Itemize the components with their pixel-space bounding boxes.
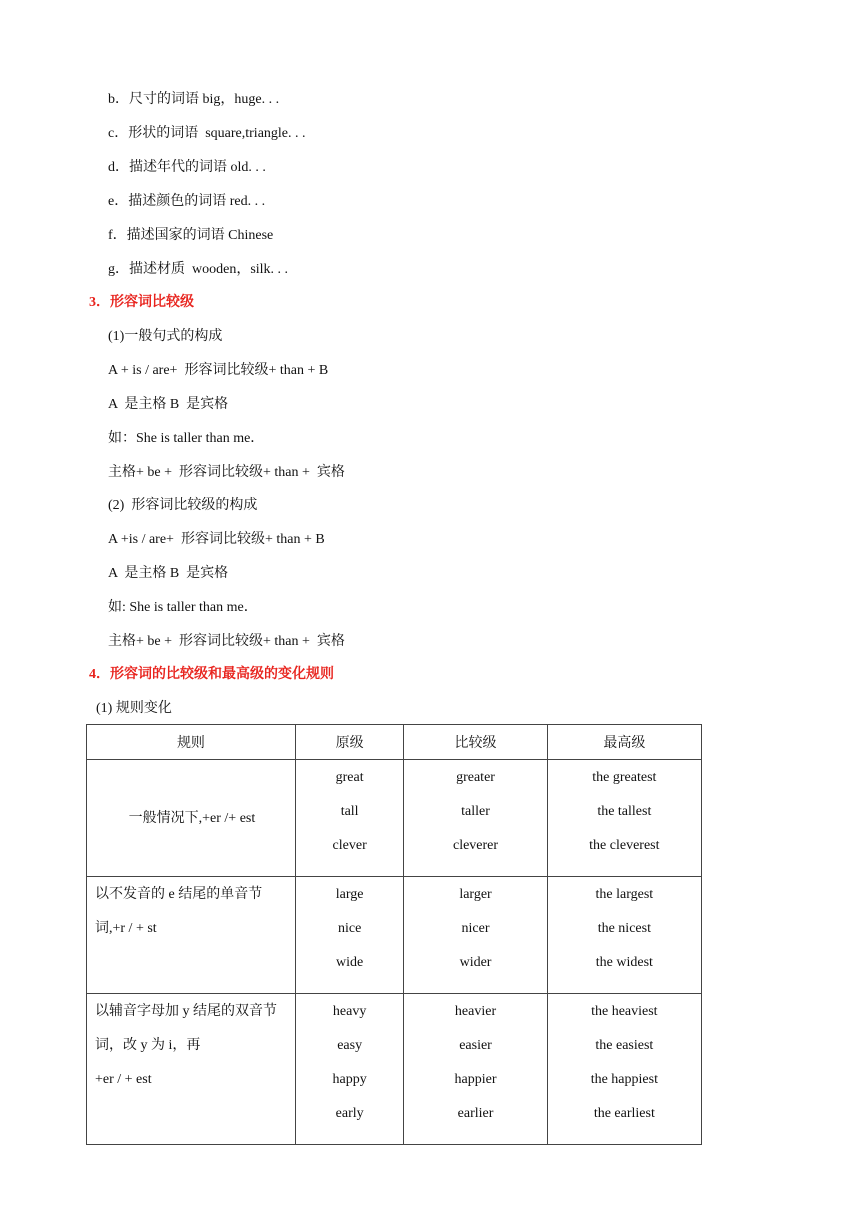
list-item-origin: f．描述国家的词语 Chinese xyxy=(108,228,274,243)
word: easier xyxy=(459,1038,492,1053)
header-rule: 规则 xyxy=(87,725,296,760)
rule-cell xyxy=(87,760,296,877)
word: the earliest xyxy=(593,1106,655,1121)
comparative-cell xyxy=(404,994,547,1145)
word: taller xyxy=(461,804,490,819)
word: the largest xyxy=(595,887,654,902)
list-item-material: g．描述材质 wooden，silk. . . xyxy=(108,262,289,277)
word: wide xyxy=(336,955,364,970)
word: happier xyxy=(454,1072,497,1087)
word: greater xyxy=(456,770,495,785)
rule-cell xyxy=(87,994,296,1145)
section-3-line: A + is / are+ 形容词比较级+ than + B xyxy=(108,363,329,378)
section-3-line: 主格+ be + 形容词比较级+ than + 宾格 xyxy=(108,634,345,649)
superlative-cell xyxy=(547,994,701,1145)
word: the heaviest xyxy=(591,1004,658,1019)
section-3-line: 主格+ be + 形容词比较级+ than + 宾格 xyxy=(108,465,345,480)
section-4-subheading: (1) 规则变化 xyxy=(96,701,172,716)
list-item-shape: c．形状的词语 square,triangle. . . xyxy=(108,126,306,141)
word: early xyxy=(335,1106,364,1121)
comparative-cell xyxy=(404,760,547,877)
word: the widest xyxy=(595,955,653,970)
section-3-line: 如: She is taller than me． xyxy=(108,600,258,615)
rule-text: 一般情况下,+er /+ est xyxy=(128,811,256,826)
word: large xyxy=(335,887,364,902)
section-3-line: (1)一般句式的构成 xyxy=(108,329,223,344)
word: the cleverest xyxy=(589,838,660,853)
word: easy xyxy=(337,1038,363,1053)
word: the easiest xyxy=(595,1038,654,1053)
word: nicer xyxy=(461,921,490,936)
positive-cell xyxy=(295,994,403,1145)
word: earlier xyxy=(457,1106,494,1121)
table-row xyxy=(87,877,702,994)
rule-text: 词,+r / + st xyxy=(95,921,157,936)
list-item-age: d．描述年代的词语 old. . . xyxy=(108,160,266,175)
rule-text: +er / + est xyxy=(95,1072,152,1087)
word: heavier xyxy=(454,1004,497,1019)
section-3-line: A +is / are+ 形容词比较级+ than + B xyxy=(108,532,325,547)
word: great xyxy=(335,770,364,785)
positive-cell xyxy=(295,877,403,994)
rule-text: 以辅音字母加 y 结尾的双音节 xyxy=(95,1004,277,1019)
word: clever xyxy=(332,838,367,853)
word: nice xyxy=(337,921,362,936)
word: the happiest xyxy=(590,1072,658,1087)
list-item-size: b．尺寸的词语 big，huge. . . xyxy=(108,92,280,107)
table-row xyxy=(87,994,702,1145)
rule-text: 以不发音的 e 结尾的单音节 xyxy=(95,887,263,902)
section-3-line: A 是主格 B 是宾格 xyxy=(108,397,229,412)
header-comparative: 比较级 xyxy=(404,725,547,760)
superlative-cell xyxy=(547,877,701,994)
word: the nicest xyxy=(597,921,651,936)
header-superlative: 最高级 xyxy=(547,725,701,760)
rule-text: 词，改 y 为 i，再 xyxy=(95,1038,201,1053)
section-3-heading: 3．形容词比较级 xyxy=(89,295,194,310)
table-row xyxy=(87,760,702,877)
section-4-heading: 4．形容词的比较级和最高级的变化规则 xyxy=(89,667,334,682)
word: heavy xyxy=(332,1004,367,1019)
word: the tallest xyxy=(597,804,652,819)
rule-cell xyxy=(87,877,296,994)
word: wider xyxy=(459,955,492,970)
word: tall xyxy=(340,804,359,819)
word: happy xyxy=(332,1072,367,1087)
header-positive: 原级 xyxy=(295,725,403,760)
section-3-line: A 是主格 B 是宾格 xyxy=(108,566,229,581)
positive-cell xyxy=(295,760,403,877)
section-3-line: (2) 形容词比较级的构成 xyxy=(108,498,258,513)
list-item-color: e．描述颜色的词语 red. . . xyxy=(108,194,266,209)
superlative-cell xyxy=(547,760,701,877)
comparison-rules-table xyxy=(86,724,702,1145)
section-3-line: 如：She is taller than me． xyxy=(108,431,265,446)
table-header-row xyxy=(87,725,702,760)
comparative-cell xyxy=(404,877,547,994)
word: cleverer xyxy=(452,838,499,853)
word: larger xyxy=(459,887,492,902)
word: the greatest xyxy=(592,770,657,785)
